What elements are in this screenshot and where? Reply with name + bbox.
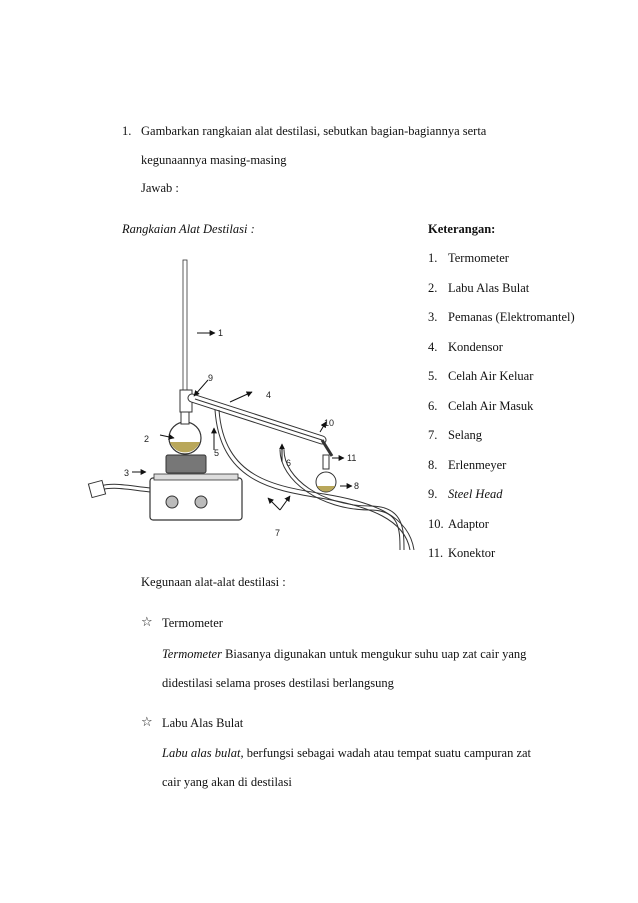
star-icon: ☆ <box>141 615 153 630</box>
legend-item <box>428 251 509 266</box>
distillation-apparatus-diagram <box>70 250 430 550</box>
use-title-2: Labu Alas Bulat <box>162 716 244 730</box>
legend-item <box>428 428 482 443</box>
label-5: 5 <box>214 448 220 458</box>
legend-item <box>428 487 503 502</box>
label-6: 6 <box>286 458 292 468</box>
legend-item-text: Erlenmeyer <box>448 457 507 472</box>
legend-item-text: Adaptor <box>448 516 489 531</box>
diagram-title: Rangkaian Alat Destilasi : <box>122 222 255 236</box>
label-9: 9 <box>208 373 214 383</box>
legend-item-number: 7. <box>428 428 438 442</box>
hose-1 <box>215 410 410 550</box>
label-7: 7 <box>275 528 281 538</box>
label-11: 11 <box>347 453 357 463</box>
legend-item-number: 11. <box>428 546 444 560</box>
question-line-1: Gambarkan rangkaian alat destilasi, sebutkan bagian-bagiannya serta <box>141 124 487 138</box>
label-4: 4 <box>266 390 272 400</box>
legend-item-text: Celah Air Keluar <box>448 369 534 383</box>
legend-item-text: Konektor <box>448 546 496 560</box>
label-3: 3 <box>124 468 130 478</box>
legend-item <box>428 399 533 414</box>
legend-item-text: Celah Air Masuk <box>448 398 534 413</box>
legend-item-text: Kondensor <box>448 339 503 354</box>
star-icon: ☆ <box>141 715 153 730</box>
legend-item-text: Selang <box>448 428 483 442</box>
legend-item-number: 3. <box>428 310 438 324</box>
heater-shape <box>150 455 242 520</box>
power-cord <box>100 484 150 492</box>
use-desc-1-cont: didestilasi selama proses destilasi berlangsung <box>162 676 394 690</box>
label-2: 2 <box>144 434 150 444</box>
legend-item-number: 9. <box>428 487 438 501</box>
legend-item <box>428 340 503 355</box>
legend-item <box>428 310 575 325</box>
uses-heading: Kegunaan alat-alat destilasi : <box>141 575 286 589</box>
hose-2 <box>280 450 400 550</box>
use-desc-2: Labu alas bulat, berfungsi sebagai wadah atau tempat suatu campuran zat <box>162 746 532 760</box>
legend-item-text: Pemanas (Elektromantel) <box>448 310 575 324</box>
legend-item-number: 2. <box>428 280 438 295</box>
round-bottom-flask-shape <box>169 410 201 454</box>
legend-item <box>428 369 533 384</box>
legend-item-number: 4. <box>428 339 438 354</box>
answer-label: Jawab : <box>141 181 179 195</box>
receiving-flask-shape <box>316 455 336 492</box>
question-line-2: kegunaannya masing-masing <box>141 153 287 167</box>
legend-item-text: Termometer <box>448 251 509 265</box>
use-desc-2-cont: cair yang akan di destilasi <box>162 775 292 789</box>
condenser-shape <box>192 398 322 440</box>
legend-item <box>428 517 489 532</box>
legend-title: Keterangan: <box>428 222 496 236</box>
legend-item-number: 6. <box>428 398 438 413</box>
use-title-1: Termometer <box>162 616 223 630</box>
label-8: 8 <box>354 481 360 491</box>
legend-item <box>428 458 506 473</box>
legend-item-text: Labu Alas Bulat <box>448 280 530 295</box>
legend-item-text: Steel Head <box>448 487 503 501</box>
legend-item-number: 5. <box>428 369 438 383</box>
legend-item-number: 10. <box>428 516 444 531</box>
label-1: 1 <box>218 328 224 338</box>
label-10: 10 <box>324 418 335 428</box>
legend-item <box>428 281 529 296</box>
legend-item-number: 1. <box>428 251 438 265</box>
thermometer-shape <box>183 260 187 410</box>
legend-item <box>428 546 495 561</box>
question-number: 1. <box>122 124 132 138</box>
use-desc-1: Termometer Biasanya digunakan untuk mengukur suhu uap zat cair yang <box>162 647 527 661</box>
legend-item-number: 8. <box>428 457 438 472</box>
